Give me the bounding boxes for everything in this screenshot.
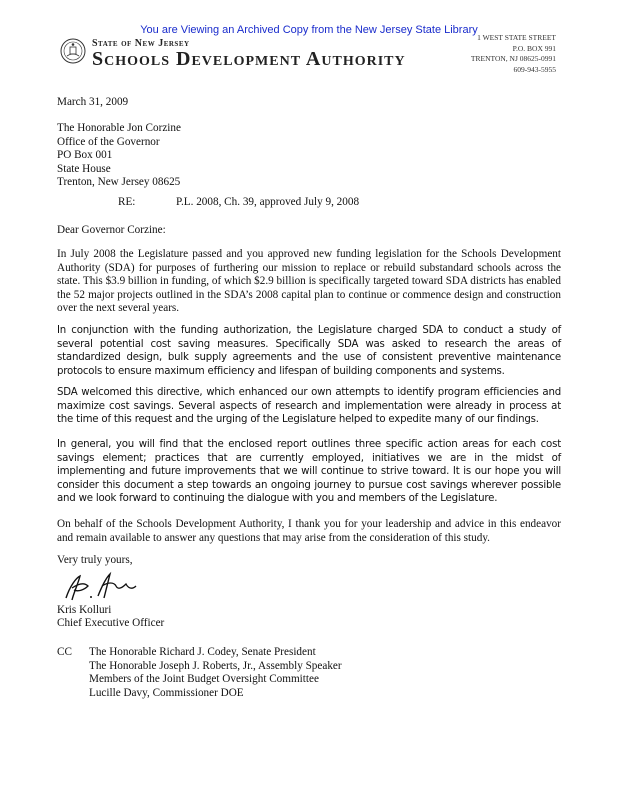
cc-list [89, 646, 529, 700]
body-paragraph: In July 2008 the Legislature passed and you approved new funding legislation for the Schools Development Authority (SDA) for purposes of furthering our mission to replace or rebuild substandard schools across the state. This $3.9 billion in funding, of which $2.9 billion is specifically targeted toward SDA districts has enabled the 52 major projects outlined in the SDA’s 2008 capital plan to continue or commence design and construction over the next several years. [57, 248, 561, 315]
cc-label: CC [57, 646, 72, 658]
state-seal-icon [60, 38, 86, 64]
archive-notice: You are Viewing an Archived Copy from the New Jersey State Library [140, 24, 478, 36]
salutation: Dear Governor Corzine: [57, 224, 166, 236]
body-paragraph: In general, you will find that the enclosed report outlines three specific action areas for each cost savings element; practices that are currently employed, initiatives we are in the midst of implementing and future improvements that we will continue to strive toward. It is our hope you will consider this document a step towards an ongoing journey to pursue cost savings wherever possible and we look forward to continuing the dialogue with you and members of the Legislature. [57, 439, 561, 505]
recipient-block [57, 122, 561, 190]
cc-recipient: The Honorable Richard J. Codey, Senate President [89, 646, 316, 658]
reference-label: RE: [118, 196, 136, 208]
recipient-line: Trenton, New Jersey 08625 [57, 176, 181, 189]
cc-recipient: Members of the Joint Budget Oversight Committee [89, 673, 319, 686]
recipient-line: The Honorable Jon Corzine [57, 122, 181, 134]
reference-line [57, 196, 561, 210]
letterhead-org-name: Schools Development Authority [92, 48, 406, 70]
closing: Very truly yours, [57, 554, 133, 566]
body-paragraph: SDA welcomed this directive, which enhanced our own attempts to identify program efficiencies and maximize cost savings. Several aspects of research and implementation were already in process at the time of this request and the urging of the Legislature helped to expedite many of our findings. [57, 387, 561, 426]
address-line: TRENTON, NJ 08625-0991 [470, 54, 556, 63]
address-line: P.O. BOX 991 [512, 43, 556, 53]
body-paragraph: On behalf of the Schools Development Authority, I thank you for your leadership and advice in this endeavor and remain available to answer any questions that may arise from the consideration of this study. [57, 518, 561, 544]
recipient-line: Office of the Governor [57, 135, 160, 148]
recipient-line: State House [57, 162, 111, 175]
cc-recipient: The Honorable Joseph J. Roberts, Jr., Assembly Speaker [89, 659, 342, 672]
letterhead-state-line: State of New Jersey [92, 38, 190, 49]
handwritten-signature [62, 568, 162, 604]
cc-recipient: Lucille Davy, Commissioner DOE [89, 686, 244, 699]
body-paragraph: In conjunction with the funding authorization, the Legislature charged SDA to conduct a study of several potential cost saving measures. Specifically SDA was asked to research the areas of standardized design, bulk supply agreements and the use of consistent preventive maintenance protocols to ensure maximum efficiency and lifespan of building components and systems. [57, 325, 561, 377]
reference-text: P.L. 2008, Ch. 39, approved July 9, 2008 [176, 196, 360, 208]
address-line: 1 WEST STATE STREET [477, 33, 556, 42]
signer-name: Kris Kolluri [57, 604, 112, 616]
signer-title: Chief Executive Officer [57, 617, 165, 629]
letterhead-address [471, 33, 556, 75]
recipient-line: PO Box 001 [57, 149, 113, 162]
letter-date: March 31, 2009 [57, 96, 129, 108]
address-line: 609-943-5955 [513, 64, 556, 74]
